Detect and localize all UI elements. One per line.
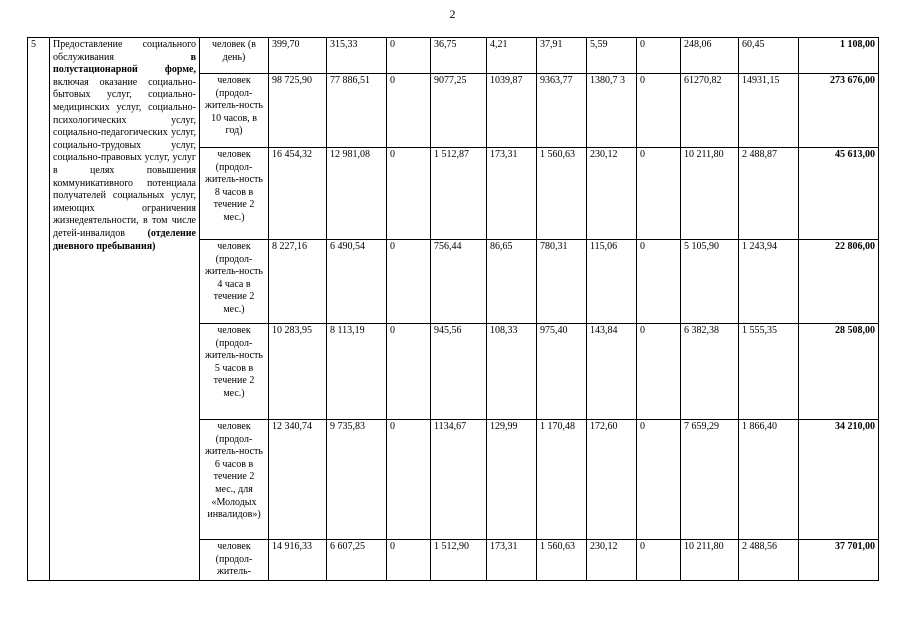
value-cell: 4,21 <box>487 38 537 74</box>
value-cell: 1134,67 <box>431 420 487 540</box>
value-cell: 0 <box>637 240 681 324</box>
table-row <box>28 38 879 74</box>
value-cell: 7 659,29 <box>681 420 739 540</box>
value-cell: 0 <box>387 540 431 581</box>
table-body <box>28 38 879 581</box>
value-cell: 756,44 <box>431 240 487 324</box>
service-text-details: включая оказание социально-бытовых услуг, социально-медицинских услуг, социально-психологических услуг, социально-педагогических услуг, социально-трудовых услуг, социально-правовых услуг, услуг в целях повышения коммуникативного потенциала получателей социальных услуг, имеющих ограничения жизнедеятельности, в том числе детей-инвалидов <box>53 76 196 239</box>
value-cell: 60,45 <box>739 38 799 74</box>
value-cell: 12 340,74 <box>269 420 327 540</box>
value-cell: 10 283,95 <box>269 324 327 420</box>
total-cell: 1 108,00 <box>799 38 879 74</box>
value-cell: 8 113,19 <box>327 324 387 420</box>
value-cell: 0 <box>637 420 681 540</box>
service-form-bold: в полустационарной форме, <box>53 51 196 76</box>
value-cell: 6 490,54 <box>327 240 387 324</box>
value-cell: 36,75 <box>431 38 487 74</box>
value-cell: 248,06 <box>681 38 739 74</box>
value-cell: 1 512,87 <box>431 148 487 240</box>
value-cell: 2 488,87 <box>739 148 799 240</box>
value-cell: 1 512,90 <box>431 540 487 581</box>
value-cell: 9363,77 <box>537 74 587 148</box>
value-cell: 0 <box>637 74 681 148</box>
value-cell: 173,31 <box>487 148 537 240</box>
value-cell: 129,99 <box>487 420 537 540</box>
value-cell: 9 735,83 <box>327 420 387 540</box>
value-cell: 315,33 <box>327 38 387 74</box>
total-cell: 37 701,00 <box>799 540 879 581</box>
value-cell: 12 981,08 <box>327 148 387 240</box>
value-cell: 1039,87 <box>487 74 537 148</box>
value-cell: 0 <box>387 148 431 240</box>
unit-cell: человек (продол-житель- <box>200 540 269 581</box>
value-cell: 2 488,56 <box>739 540 799 581</box>
value-cell: 1 560,63 <box>537 540 587 581</box>
total-cell: 22 806,00 <box>799 240 879 324</box>
total-cell: 34 210,00 <box>799 420 879 540</box>
value-cell: 0 <box>387 420 431 540</box>
value-cell: 77 886,51 <box>327 74 387 148</box>
tariff-table <box>27 37 879 581</box>
value-cell: 5 105,90 <box>681 240 739 324</box>
value-cell: 9077,25 <box>431 74 487 148</box>
value-cell: 230,12 <box>587 540 637 581</box>
value-cell: 0 <box>637 324 681 420</box>
service-department-bold: (отделение дневного пребывания) <box>53 227 196 252</box>
unit-cell: человек (продол-житель-ность 5 часов в течение 2 мес.) <box>200 324 269 420</box>
value-cell: 0 <box>387 324 431 420</box>
service-description-cell <box>50 38 200 581</box>
value-cell: 5,59 <box>587 38 637 74</box>
total-cell: 273 676,00 <box>799 74 879 148</box>
unit-cell: человек (в день) <box>200 38 269 74</box>
value-cell: 780,31 <box>537 240 587 324</box>
value-cell: 0 <box>387 38 431 74</box>
value-cell: 173,31 <box>487 540 537 581</box>
value-cell: 0 <box>637 38 681 74</box>
value-cell: 1 866,40 <box>739 420 799 540</box>
value-cell: 945,56 <box>431 324 487 420</box>
value-cell: 86,65 <box>487 240 537 324</box>
value-cell: 0 <box>637 540 681 581</box>
value-cell: 10 211,80 <box>681 148 739 240</box>
value-cell: 16 454,32 <box>269 148 327 240</box>
value-cell: 108,33 <box>487 324 537 420</box>
value-cell: 0 <box>387 74 431 148</box>
service-text: Предоставление социального обслуживания <box>53 39 196 63</box>
unit-cell: человек (продол-житель-ность 4 часа в течение 2 мес.) <box>200 240 269 324</box>
value-cell: 399,70 <box>269 38 327 74</box>
value-cell: 1 560,63 <box>537 148 587 240</box>
value-cell: 1 170,48 <box>537 420 587 540</box>
value-cell: 172,60 <box>587 420 637 540</box>
unit-cell: человек (продол-житель-ность 8 часов в течение 2 мес.) <box>200 148 269 240</box>
value-cell: 37,91 <box>537 38 587 74</box>
value-cell: 14931,15 <box>739 74 799 148</box>
total-cell: 28 508,00 <box>799 324 879 420</box>
value-cell: 230,12 <box>587 148 637 240</box>
row-number-cell: 5 <box>28 38 50 581</box>
value-cell: 0 <box>387 240 431 324</box>
value-cell: 6 607,25 <box>327 540 387 581</box>
value-cell: 6 382,38 <box>681 324 739 420</box>
value-cell: 0 <box>637 148 681 240</box>
value-cell: 1 555,35 <box>739 324 799 420</box>
value-cell: 14 916,33 <box>269 540 327 581</box>
value-cell: 10 211,80 <box>681 540 739 581</box>
total-cell: 45 613,00 <box>799 148 879 240</box>
value-cell: 1 243,94 <box>739 240 799 324</box>
unit-cell: человек (продол-житель-ность 6 часов в течение 2 мес., для «Молодых инвалидов») <box>200 420 269 540</box>
value-cell: 98 725,90 <box>269 74 327 148</box>
unit-cell: человек (продол-житель-ность 10 часов, в год) <box>200 74 269 148</box>
value-cell: 1380,7 3 <box>587 74 637 148</box>
value-cell: 61270,82 <box>681 74 739 148</box>
page-number: 2 <box>449 7 456 21</box>
value-cell: 143,84 <box>587 324 637 420</box>
value-cell: 8 227,16 <box>269 240 327 324</box>
value-cell: 975,40 <box>537 324 587 420</box>
value-cell: 115,06 <box>587 240 637 324</box>
